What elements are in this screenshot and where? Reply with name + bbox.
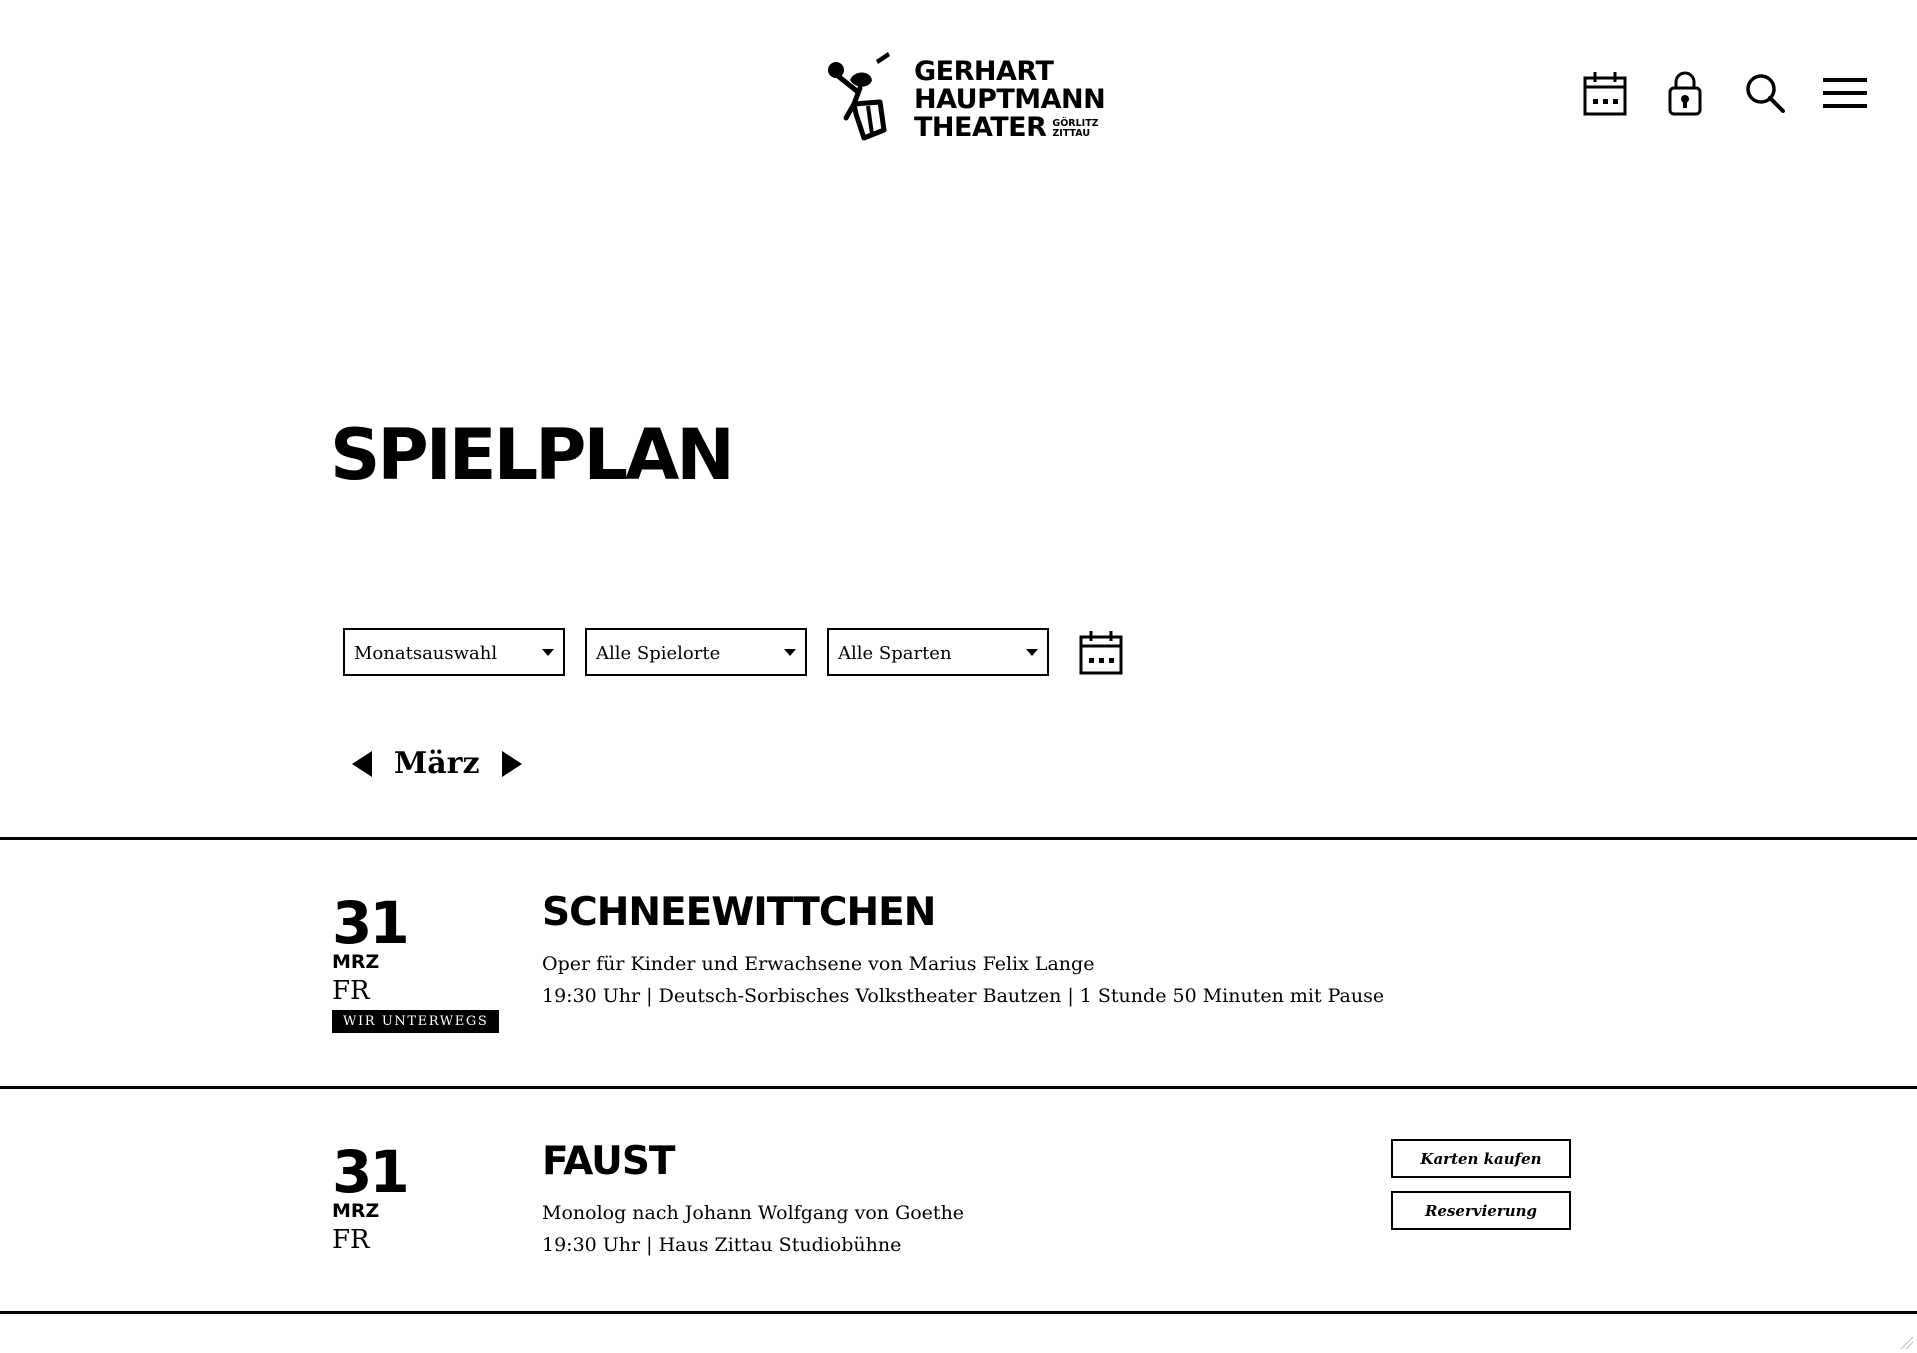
lock-icon[interactable] [1662,70,1708,116]
event-month: MRZ [332,1200,380,1222]
event-row [0,840,1917,1086]
event-day: 31 [332,1138,407,1206]
previous-month-icon[interactable] [352,751,372,777]
month-select[interactable] [343,628,565,676]
event-date [332,889,499,1033]
genre-select[interactable] [827,628,1049,676]
event-weekday: FR [332,976,370,1006]
month-select-value: Monatsauswahl [354,643,498,664]
logo-wordmark [914,58,1105,142]
next-month-icon[interactable] [502,751,522,777]
event-day: 31 [332,889,407,957]
current-month-label: März [394,746,480,781]
resize-grip-icon [1899,1335,1913,1349]
calendar-icon [1079,629,1123,675]
logo-line-2: HAUPTMANN [914,84,1106,115]
logo-line-1: GERHART [914,56,1054,87]
event-title[interactable]: FAUST [542,1139,675,1184]
month-navigation [352,746,522,781]
event-subtitle: Oper für Kinder und Erwachsene von Marius Felix Lange [542,953,1095,975]
chevron-down-icon [542,649,554,656]
event-details: 19:30 Uhr | Haus Zittau Studiobühne [542,1234,902,1256]
logo-sub-1: GÖRLITZ [1052,118,1099,129]
tour-badge: WIR UNTERWEGS [332,1010,499,1033]
buy-tickets-button[interactable]: Karten kaufen [1391,1139,1571,1178]
event-subtitle: Monolog nach Johann Wolfgang von Goethe [542,1202,965,1224]
event-date [332,1138,407,1257]
chevron-down-icon [1026,649,1038,656]
calendar-icon[interactable] [1582,70,1628,116]
event-weekday: FR [332,1225,370,1255]
event-month: MRZ [332,951,380,973]
header-icons [1582,70,1868,116]
reservation-button[interactable]: Reservierung [1391,1191,1571,1230]
event-row [0,1089,1917,1311]
logo-figure-icon [824,52,904,142]
event-actions [1391,1139,1571,1230]
logo-sub-2: ZITTAU [1052,128,1091,139]
event-title[interactable]: SCHNEEWITTCHEN [542,890,936,935]
venue-select[interactable] [585,628,807,676]
event-details: 19:30 Uhr | Deutsch-Sorbisches Volkstheater Bautzen | 1 Stunde 50 Minuten mit Pause [542,985,1385,1007]
page-title: SPIELPLAN [330,414,732,496]
chevron-down-icon [784,649,796,656]
search-icon[interactable] [1742,70,1788,116]
divider [0,1311,1917,1314]
logo-line-3: THEATER [914,112,1047,143]
venue-select-value: Alle Spielorte [596,643,721,664]
theater-logo[interactable] [824,52,1106,143]
date-picker-button[interactable] [1077,628,1125,676]
event-info [542,1139,964,1261]
menu-icon[interactable] [1822,70,1868,116]
genre-select-value: Alle Sparten [838,643,952,664]
event-info [542,890,1384,1012]
filter-bar [343,628,1125,676]
